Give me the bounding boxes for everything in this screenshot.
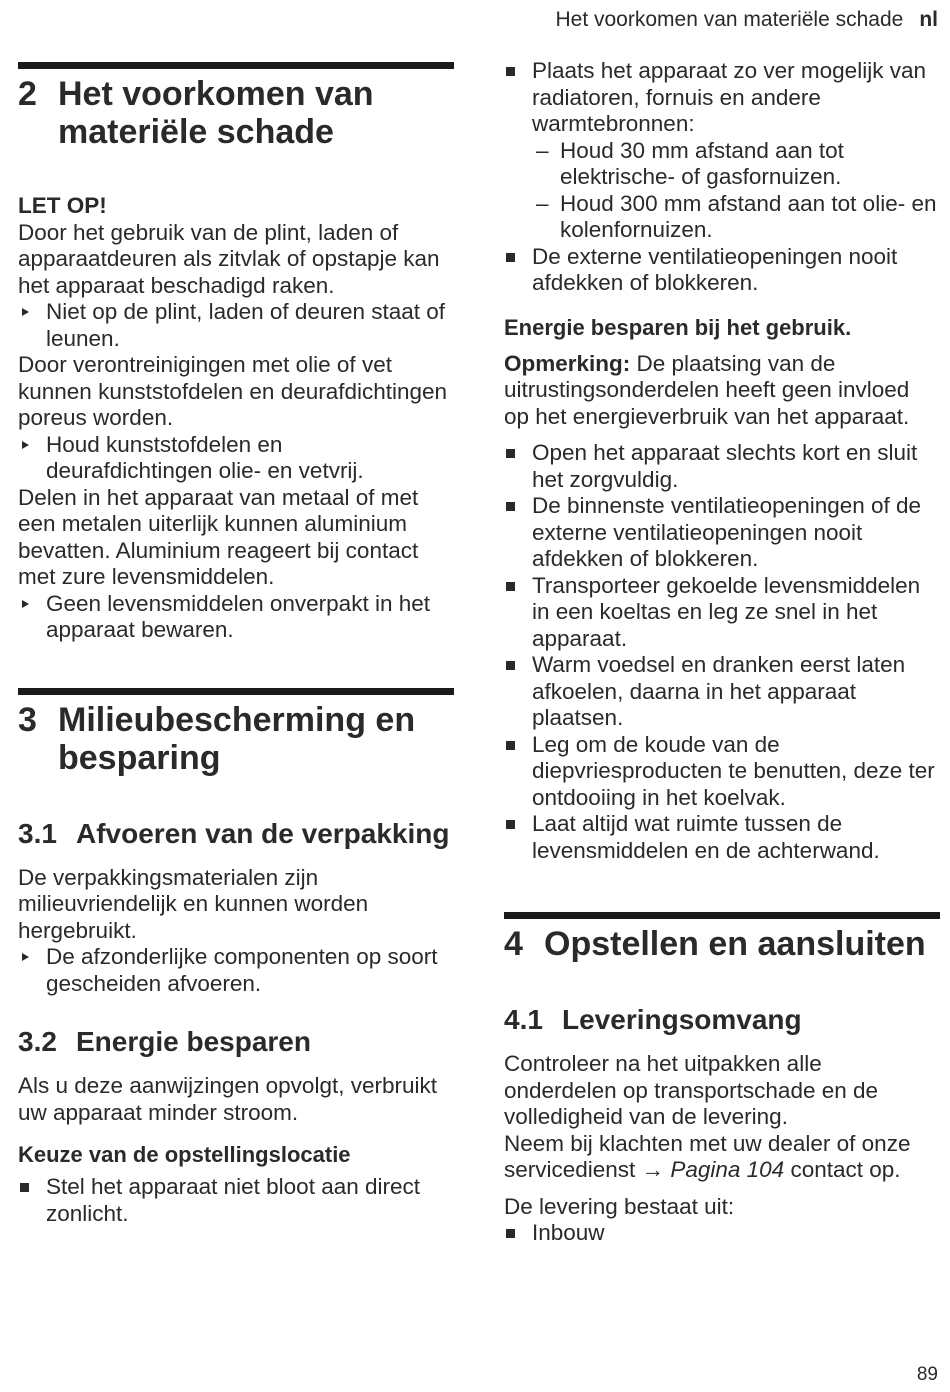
left-column	[18, 62, 454, 1227]
section-paragraph: Als u deze aanwijzingen opvolgt, verbruikt uw apparaat minder stroom.	[18, 1073, 437, 1125]
paragraph-text: Neem bij klachten met uw dealer of onze servicedienst	[504, 1130, 911, 1182]
list-item: Laat altijd wat ruimte tussen de levensmiddelen en de achterwand.	[504, 811, 940, 864]
right-column	[504, 58, 940, 1247]
list-item	[504, 58, 940, 244]
instruction-item: De afzonderlijke componenten op soort gescheiden afvoeren.	[18, 944, 454, 997]
arrow-icon: →	[641, 1157, 665, 1182]
instruction-list	[18, 299, 454, 352]
note-label: Opmerking:	[504, 350, 631, 376]
section-number: 3.1	[18, 817, 57, 849]
chapter-3-heading	[18, 688, 454, 777]
list-item-text: Plaats het apparaat zo ver mogelijk van radiatoren, fornuis en andere warmtebronnen:	[532, 58, 926, 136]
list-item: Transporteer gekoelde levensmiddelen in een koeltas en leg ze snel in het apparaat.	[504, 573, 940, 653]
section-4-1-heading	[504, 1003, 940, 1037]
bullet-list	[504, 440, 940, 864]
section-paragraph: De levering bestaat uit:	[504, 1193, 735, 1219]
section-title: Afvoeren van de verpakking	[76, 817, 450, 849]
warning-paragraph: Door het gebruik van de plint, laden of apparaatdeuren als zitvlak of opstapje kan het apparaat beschadigd raken.	[18, 219, 440, 298]
bullet-list	[504, 1220, 940, 1247]
dash-item: – Houd 30 mm afstand aan tot elektrische- of gasfornuizen.	[532, 138, 940, 191]
subheading: Energie besparen bij het gebruik.	[504, 314, 852, 340]
note-text: De plaatsing van de uitrustingsonderdelen heeft geen invloed op het energieverbruik van het apparaat.	[504, 350, 910, 429]
list-item: De binnenste ventilatieopeningen of de externe ventilatieopeningen nooit afdekken of blokkeren.	[504, 493, 940, 573]
paragraph-text: contact op.	[790, 1157, 901, 1182]
instruction-item: Niet op de plint, laden of deuren staat of leunen.	[18, 299, 454, 352]
section-paragraph: Controleer na het uitpakken alle onderdelen op transportschade en de volledigheid van de levering.	[504, 1051, 879, 1129]
dash-list	[532, 138, 940, 244]
chapter-title: Milieubescherming en besparing	[58, 700, 416, 777]
section-number: 4.1	[504, 1004, 543, 1035]
running-header-title: Het voorkomen van materiële schade	[555, 8, 904, 31]
section-paragraph: De verpakkingsmaterialen zijn milieuvriendelijk en kunnen worden hergebruikt.	[18, 864, 369, 943]
chapter-4-heading	[504, 912, 940, 963]
chapter-title: Opstellen en aansluiten	[544, 925, 926, 963]
chapter-title: Het voorkomen van materiële schade	[58, 75, 374, 151]
section-title: Leveringsomvang	[562, 1004, 802, 1035]
list-item: Stel het apparaat niet bloot aan direct zonlicht.	[18, 1174, 454, 1227]
warning-paragraph: Door verontreinigingen met olie of vet kunnen kunststofdelen en deurafdichtingen poreus worden.	[18, 352, 448, 430]
subheading: Keuze van de opstellingslocatie	[18, 1142, 351, 1167]
warning-paragraph: Delen in het apparaat van metaal of met een metalen uiterlijk kunnen aluminium bevatten. Aluminium reageert bij contact met zure levensmiddelen.	[18, 484, 419, 589]
running-header	[555, 8, 938, 32]
chapter-number: 4	[504, 925, 523, 963]
section-3-2-heading	[18, 1025, 454, 1059]
section-3-1-heading	[18, 817, 454, 851]
instruction-list	[18, 432, 454, 485]
section-paragraph	[504, 1131, 940, 1184]
chapter-number: 3	[18, 700, 37, 739]
instruction-list	[18, 944, 454, 997]
chapter-number: 2	[18, 75, 37, 113]
dash-item: – Houd 300 mm afstand aan tot olie- en kolenfornuizen.	[532, 191, 940, 244]
warning-heading: LET OP!	[18, 193, 107, 218]
list-item: De externe ventilatieopeningen nooit afdekken of blokkeren.	[504, 244, 940, 297]
list-item: Warm voedsel en dranken eerst laten afkoelen, daarna in het apparaat plaatsen.	[504, 652, 940, 732]
page-reference-link[interactable]: Pagina 104	[670, 1157, 785, 1182]
page-number: 89	[916, 1364, 938, 1385]
language-code: nl	[919, 8, 938, 31]
list-item: Inbouw	[504, 1220, 940, 1247]
bullet-list	[18, 1174, 454, 1227]
list-item: Leg om de koude van de diepvriesproducten te benutten, deze ter ontdooiing in het koelvak.	[504, 732, 940, 812]
section-title: Energie besparen	[76, 1026, 311, 1057]
list-item: Open het apparaat slechts kort en sluit het zorgvuldig.	[504, 440, 940, 493]
section-number: 3.2	[18, 1026, 57, 1057]
bullet-list	[504, 58, 940, 297]
warning-block	[18, 193, 454, 644]
instruction-list	[18, 591, 454, 644]
instruction-item: Houd kunststofdelen en deurafdichtingen olie- en vetvrij.	[18, 432, 454, 485]
chapter-2-heading	[18, 62, 454, 151]
instruction-item: Geen levensmiddelen onverpakt in het apparaat bewaren.	[18, 591, 454, 644]
note-paragraph	[504, 351, 940, 431]
